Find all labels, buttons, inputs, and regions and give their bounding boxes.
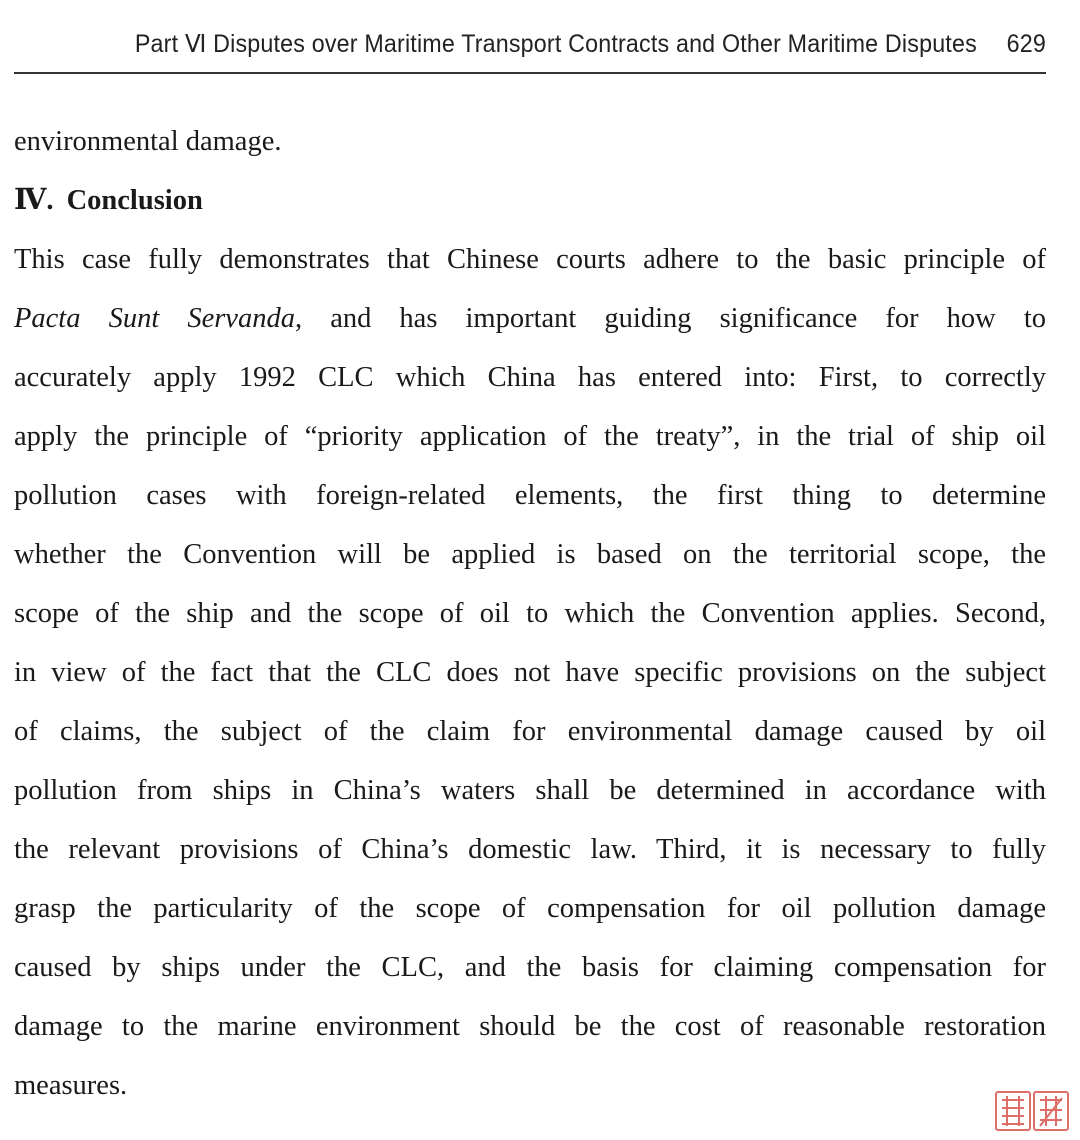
section-heading: [14, 171, 1046, 230]
section-title: Conclusion: [66, 185, 203, 216]
paragraph-line: This case fully demonstrates that Chinese courts adhere to the basic principle of: [14, 244, 1046, 275]
header-rule: [14, 72, 1046, 74]
paragraph-line: pollution cases with foreign-related elements, the first thing to determine: [14, 480, 1046, 511]
paragraph-line-tail: and has important guiding significance for how to: [330, 303, 1046, 334]
paragraph-line: the relevant provisions of China’s domestic law. Third, it is necessary to fully: [14, 834, 1046, 865]
seal-watermark-icon: [994, 1090, 1070, 1134]
paragraph-line: of claims, the subject of the claim for environmental damage caused by oil: [14, 716, 1046, 747]
page-number: 629: [1006, 29, 1046, 58]
running-header: [86, 18, 1046, 70]
continued-text-line: environmental damage.: [14, 126, 282, 157]
paragraph-line: whether the Convention will be applied is based on the territorial scope, the: [14, 539, 1046, 570]
paragraph-line: grasp the particularity of the scope of compensation for oil pollution damage: [14, 893, 1046, 924]
paragraph-line: in view of the fact that the CLC does not have specific provisions on the subject: [14, 657, 1046, 688]
running-title: Part Ⅵ Disputes over Maritime Transport Contracts and Other Maritime Disputes: [134, 30, 977, 58]
document-body: [14, 112, 1046, 1115]
paragraph-line: apply the principle of “priority application of the treaty”, in the trial of ship oil: [14, 421, 1046, 452]
paragraph-last-line: measures.: [14, 1070, 128, 1101]
paragraph-line: scope of the ship and the scope of oil to which the Convention applies. Second,: [14, 598, 1046, 629]
paragraph-line: damage to the marine environment should be the cost of reasonable restoration: [14, 1011, 1046, 1042]
paragraph-line: accurately apply 1992 CLC which China has entered into: First, to correctly: [14, 362, 1046, 393]
paragraph-line: caused by ships under the CLC, and the basis for claiming compensation for: [14, 952, 1046, 983]
conclusion-paragraph: [14, 230, 1046, 1115]
latin-phrase: Pacta Sunt Servanda: [14, 303, 295, 334]
latin-phrase-comma: ,: [294, 303, 303, 334]
paragraph-line: pollution from ships in China’s waters shall be determined in accordance with: [14, 775, 1046, 806]
paragraph-line-with-italic: [14, 289, 1046, 348]
section-numeral: Ⅳ.: [14, 185, 54, 216]
